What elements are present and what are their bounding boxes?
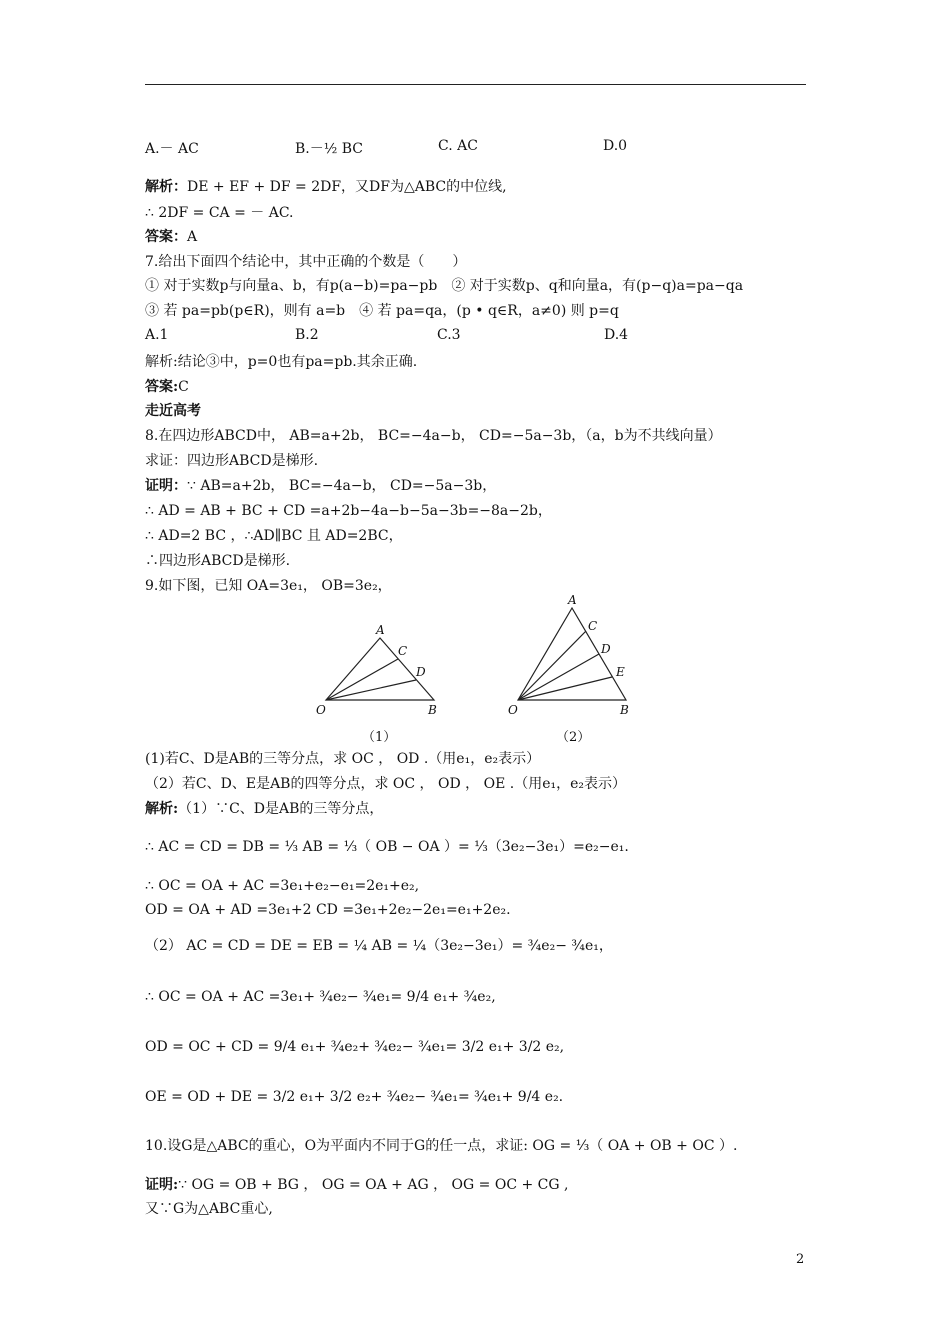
q10-proof-line1 <box>145 1175 568 1195</box>
q9-solution-line6: ∴ OC = OA + AC =3e₁+ ¾e₂− ¾e₁= 9/4 e₁+ ¾e₂, <box>145 989 496 1005</box>
q7-option-c: C.3 <box>437 327 461 343</box>
section-title: 走近高考 <box>145 403 201 419</box>
option-c: C. AC <box>438 138 478 154</box>
q8-proof-line3: ∴ AD=2 BC ，∴AD∥BC 且 AD=2BC， <box>145 528 403 544</box>
q9-solution-line1 <box>145 799 383 819</box>
fig2-label-d: D <box>601 642 611 656</box>
q9-part1: (1)若C、D是AB的三等分点，求 OC ， OD .（用e₁，e₂表示） <box>145 751 541 767</box>
q7-stem: 7.给出下面四个结论中，其中正确的个数是（ ） <box>145 254 467 270</box>
q6-answer-value: A <box>187 229 198 245</box>
q7-solution: 解析:结论③中，p=0也有pa=pb.其余正确. <box>145 354 418 370</box>
fig2-label-a: A <box>568 593 577 607</box>
header-rule <box>145 84 806 85</box>
q9-stem: 9.如下图，已知 OA=3e₁， OB=3e₂， <box>145 578 392 594</box>
q9-solution-line7: OD = OC + CD = 9/4 e₁+ ¾e₂+ ¾e₂− ¾e₁= 3/2 e₁+ 3/2 e₂, <box>145 1039 565 1055</box>
fig1-label-c: C <box>398 644 408 658</box>
solution-label: 解析： <box>145 179 187 195</box>
figure-1-triangle <box>310 618 450 718</box>
q8-proof-line4: ∴四边形ABCD是梯形. <box>145 553 291 569</box>
q7-answer-value: C <box>178 379 189 395</box>
q6-answer <box>145 227 197 247</box>
q6-solution-line2: ∴ 2DF = CA = － AC. <box>145 205 294 221</box>
figure-1-caption: （1） <box>362 730 397 745</box>
fig1-label-d: D <box>416 665 426 679</box>
q10-stem: 10.设G是△ABC的重心，O为平面内不同于G的任一点，求证: OG = ⅓（ OA + OB + OC ）. <box>145 1138 738 1154</box>
q7-conclusions-1: ① 对于实数p与向量a、b，有p(a−b)=pa−pb ② 对于实数p、q和向量a，有(p−q)a=pa−qa <box>145 278 744 294</box>
q9-solution-line8: OE = OD + DE = 3/2 e₁+ 3/2 e₂+ ¾e₂− ¾e₁= ¾e₁+ 9/4 e₂. <box>145 1089 564 1105</box>
fig2-label-b: B <box>620 703 629 717</box>
q10-proof-text1: ∵ OG = OB + BG ， OG = OA + AG ， OG = OC + CG , <box>178 1177 569 1193</box>
q9-part2: （2）若C、D、E是AB的四等分点，求 OC ， OD ， OE .（用e₁，e₂表示） <box>145 776 626 792</box>
figure-2-caption: （2） <box>556 730 591 745</box>
fig2-label-c: C <box>588 619 598 633</box>
q10-proof-line2: 又∵G为△ABC重心, <box>145 1201 273 1217</box>
fig1-label-a: A <box>376 623 385 637</box>
q9-solution-line4: OD = OA + AD =3e₁+2 CD =3e₁+2e₂−2e₁=e₁+2e₂. <box>145 902 511 918</box>
q8-proof-text1: ∵ AB=a+2b， BC=−4a−b， CD=−5a−3b， <box>187 478 497 494</box>
q8-proof-line1 <box>145 476 496 496</box>
page-number: 2 <box>796 1252 805 1267</box>
q7-option-b: B.2 <box>295 327 319 343</box>
fig2-label-e: E <box>616 665 625 679</box>
proof-label: 证明： <box>145 478 187 494</box>
q6-solution-line1 <box>145 177 507 197</box>
q7-conclusions-2: ③ 若 pa=pb(p∈R)，则有 a=b ④ 若 pa=qa，(p • q∈R，a≠0) 则 p=q <box>145 303 619 319</box>
fig1-label-o: O <box>316 703 326 717</box>
q8-prove: 求证：四边形ABCD是梯形. <box>145 453 319 469</box>
solution-label: 解析: <box>145 801 179 817</box>
q9-solution-line3: ∴ OC = OA + AC =3e₁+e₂−e₁=2e₁+e₂, <box>145 878 420 894</box>
answer-label: 答案： <box>145 229 187 245</box>
option-a: A.－ AC <box>145 141 199 157</box>
q7-option-d: D.4 <box>604 327 629 343</box>
q6-solution-text1: DE + EF + DF = 2DF，又DF为△ABC的中位线, <box>187 179 507 195</box>
q7-answer <box>145 377 189 397</box>
q9-solution-line2: ∴ AC = CD = DB = ⅓ AB = ⅓（ OB − OA ）= ⅓（3e₂−3e₁）=e₂−e₁. <box>145 839 629 855</box>
q9-solution-text1: （1）∵C、D是AB的三等分点， <box>178 801 384 817</box>
q7-option-a: A.1 <box>145 327 169 343</box>
figure-2-triangle <box>502 590 642 718</box>
q8-stem: 8.在四边形ABCD中， AB=a+2b， BC=−4a−b， CD=−5a−3b，（a，b为不共线向量） <box>145 428 722 444</box>
proof-label: 证明: <box>145 1177 179 1193</box>
fig2-label-o: O <box>508 703 518 717</box>
fig1-label-b: B <box>428 703 437 717</box>
q8-proof-line2: ∴ AD = AB + BC + CD =a+2b−4a−b−5a−3b=−8a−2b， <box>145 503 552 519</box>
answer-label: 答案: <box>145 379 179 395</box>
q9-solution-line5: （2） AC = CD = DE = EB = ¼ AB = ¼（3e₂−3e₁）= ¾e₂− ¾e₁， <box>145 938 613 954</box>
option-d: D.0 <box>603 138 628 154</box>
option-b: B.－½ BC <box>295 141 364 157</box>
